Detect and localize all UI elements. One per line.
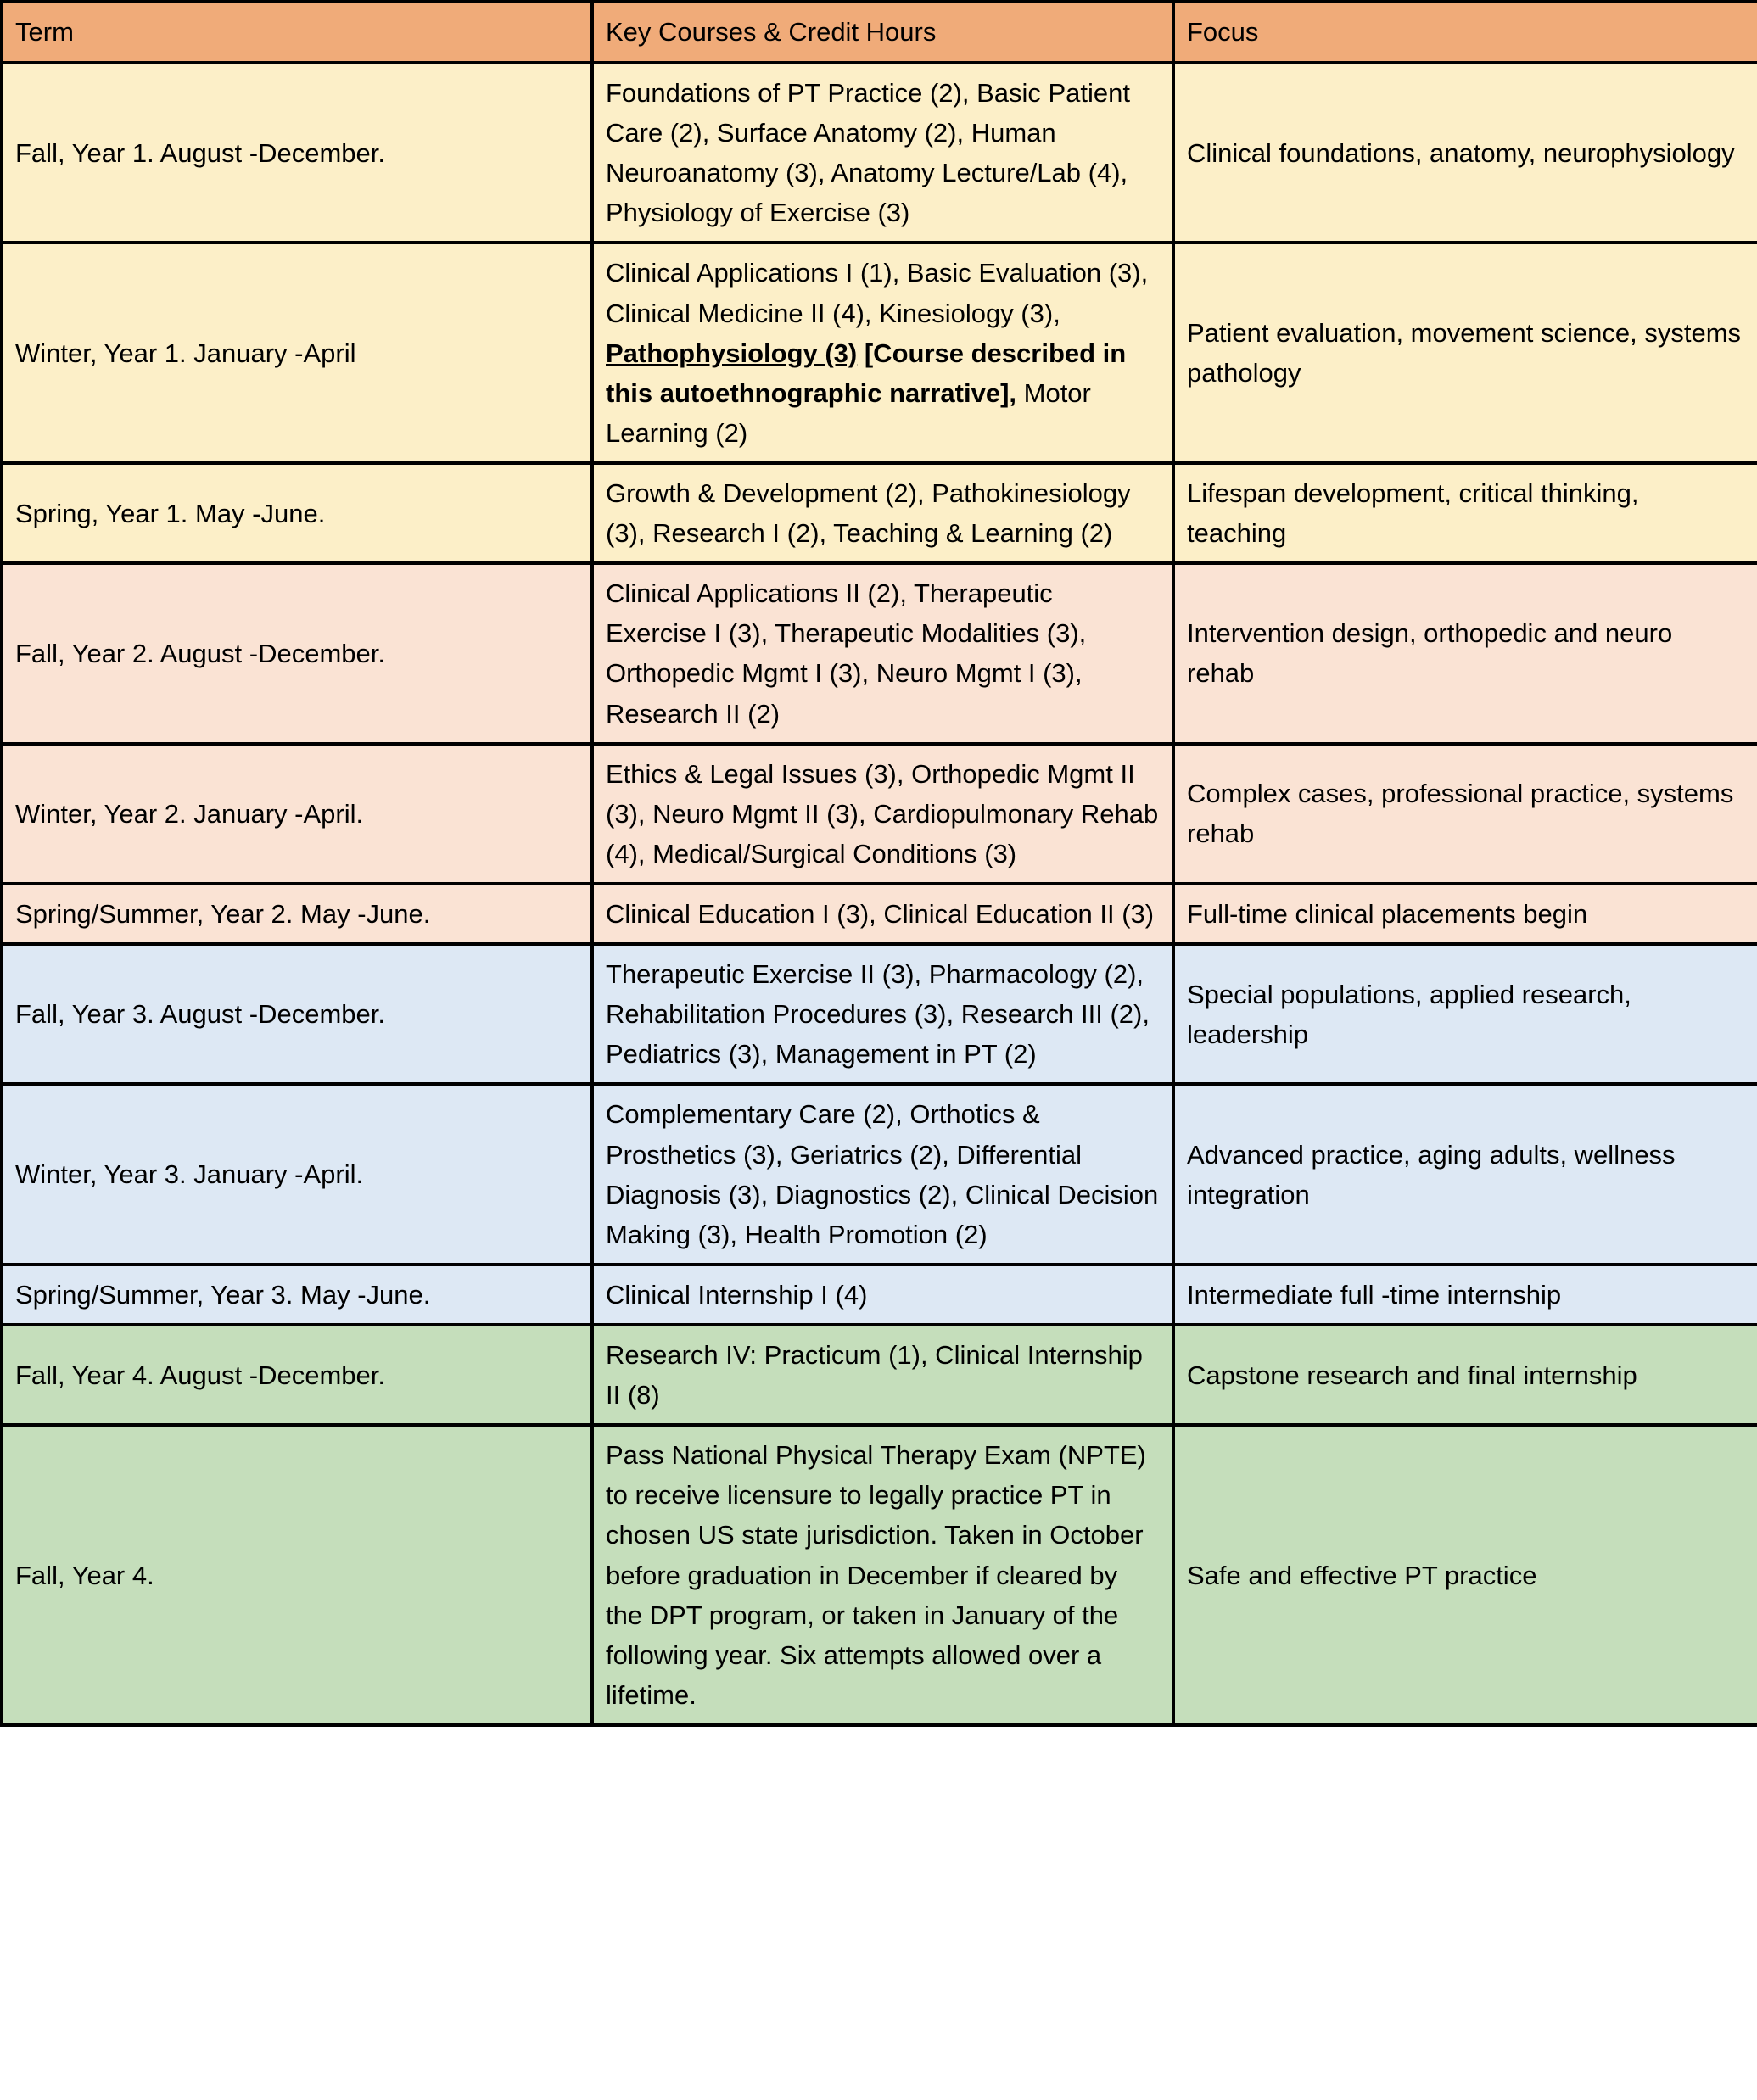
focus-cell: Complex cases, professional practice, systems rehab	[1173, 744, 1757, 884]
focus-cell: Special populations, applied research, leadership	[1173, 944, 1757, 1084]
focus-cell: Lifespan development, critical thinking, teaching	[1173, 463, 1757, 563]
focus-cell: Intervention design, orthopedic and neuro rehab	[1173, 563, 1757, 743]
key-courses-cell: Clinical Applications II (2), Therapeutic Exercise I (3), Therapeutic Modalities (3), Orthopedic Mgmt I (3), Neuro Mgmt I (3), Research II (2)	[592, 563, 1173, 743]
column-header-key-courses: Key Courses & Credit Hours	[592, 2, 1173, 63]
key-courses-cell: Ethics & Legal Issues (3), Orthopedic Mgmt II (3), Neuro Mgmt II (3), Cardiopulmonary Rehab (4), Medical/Surgical Conditions (3)	[592, 744, 1173, 884]
focus-cell: Advanced practice, aging adults, wellness integration	[1173, 1084, 1757, 1264]
term-cell: Fall, Year 3. August -December.	[2, 944, 592, 1084]
key-courses-cell: Pass National Physical Therapy Exam (NPTE) to receive licensure to legally practice PT in chosen US state jurisdiction. Taken in October before graduation in December if cleared by the DPT program, or taken in January of the following year. Six attempts allowed over a lifetime.	[592, 1425, 1173, 1725]
focus-cell: Capstone research and final internship	[1173, 1325, 1757, 1425]
table-row	[2, 1325, 1757, 1425]
table-row	[2, 1265, 1757, 1325]
term-cell: Fall, Year 4.	[2, 1425, 592, 1725]
term-cell: Fall, Year 1. August -December.	[2, 63, 592, 243]
highlighted-course-note: [Course described in this autoethnographic narrative],	[606, 338, 1127, 408]
course-text-pre: Clinical Applications I (1), Basic Evaluation (3), Clinical Medicine II (4), Kinesiology (3),	[606, 258, 1149, 328]
table-row	[2, 563, 1757, 743]
header-row	[2, 2, 1757, 63]
table-header	[2, 2, 1757, 63]
table-body	[2, 63, 1757, 1725]
table-row	[2, 1425, 1757, 1725]
key-courses-cell	[592, 243, 1173, 463]
term-cell: Fall, Year 4. August -December.	[2, 1325, 592, 1425]
key-courses-cell: Growth & Development (2), Pathokinesiology (3), Research I (2), Teaching & Learning (2)	[592, 463, 1173, 563]
key-courses-cell: Clinical Education I (3), Clinical Education II (3)	[592, 884, 1173, 944]
table-row	[2, 744, 1757, 884]
term-cell: Winter, Year 2. January -April.	[2, 744, 592, 884]
table-row	[2, 944, 1757, 1084]
focus-cell: Clinical foundations, anatomy, neurophysiology	[1173, 63, 1757, 243]
term-cell: Winter, Year 1. January -April	[2, 243, 592, 463]
term-cell: Spring, Year 1. May -June.	[2, 463, 592, 563]
column-header-focus: Focus	[1173, 2, 1757, 63]
term-cell: Spring/Summer, Year 3. May -June.	[2, 1265, 592, 1325]
key-courses-cell: Research IV: Practicum (1), Clinical Internship II (8)	[592, 1325, 1173, 1425]
table-row	[2, 243, 1757, 463]
key-courses-cell: Foundations of PT Practice (2), Basic Patient Care (2), Surface Anatomy (2), Human Neuroanatomy (3), Anatomy Lecture/Lab (4), Physiology of Exercise (3)	[592, 63, 1173, 243]
key-courses-cell: Therapeutic Exercise II (3), Pharmacology (2), Rehabilitation Procedures (3), Research III (2), Pediatrics (3), Management in PT (2)	[592, 944, 1173, 1084]
focus-cell: Patient evaluation, movement science, systems pathology	[1173, 243, 1757, 463]
term-cell: Spring/Summer, Year 2. May -June.	[2, 884, 592, 944]
table-row	[2, 884, 1757, 944]
term-cell: Winter, Year 3. January -April.	[2, 1084, 592, 1264]
table-row	[2, 463, 1757, 563]
key-courses-cell: Complementary Care (2), Orthotics & Prosthetics (3), Geriatrics (2), Differential Diagnosis (3), Diagnostics (2), Clinical Decision Making (3), Health Promotion (2)	[592, 1084, 1173, 1264]
highlighted-course-name: Pathophysiology (3)	[606, 338, 858, 368]
column-header-term: Term	[2, 2, 592, 63]
table-row	[2, 1084, 1757, 1264]
key-courses-cell: Clinical Internship I (4)	[592, 1265, 1173, 1325]
focus-cell: Safe and effective PT practice	[1173, 1425, 1757, 1725]
term-cell: Fall, Year 2. August -December.	[2, 563, 592, 743]
course-text-post: Motor Learning (2)	[606, 377, 1091, 448]
focus-cell: Intermediate full -time internship	[1173, 1265, 1757, 1325]
focus-cell: Full-time clinical placements begin	[1173, 884, 1757, 944]
table-row	[2, 63, 1757, 243]
